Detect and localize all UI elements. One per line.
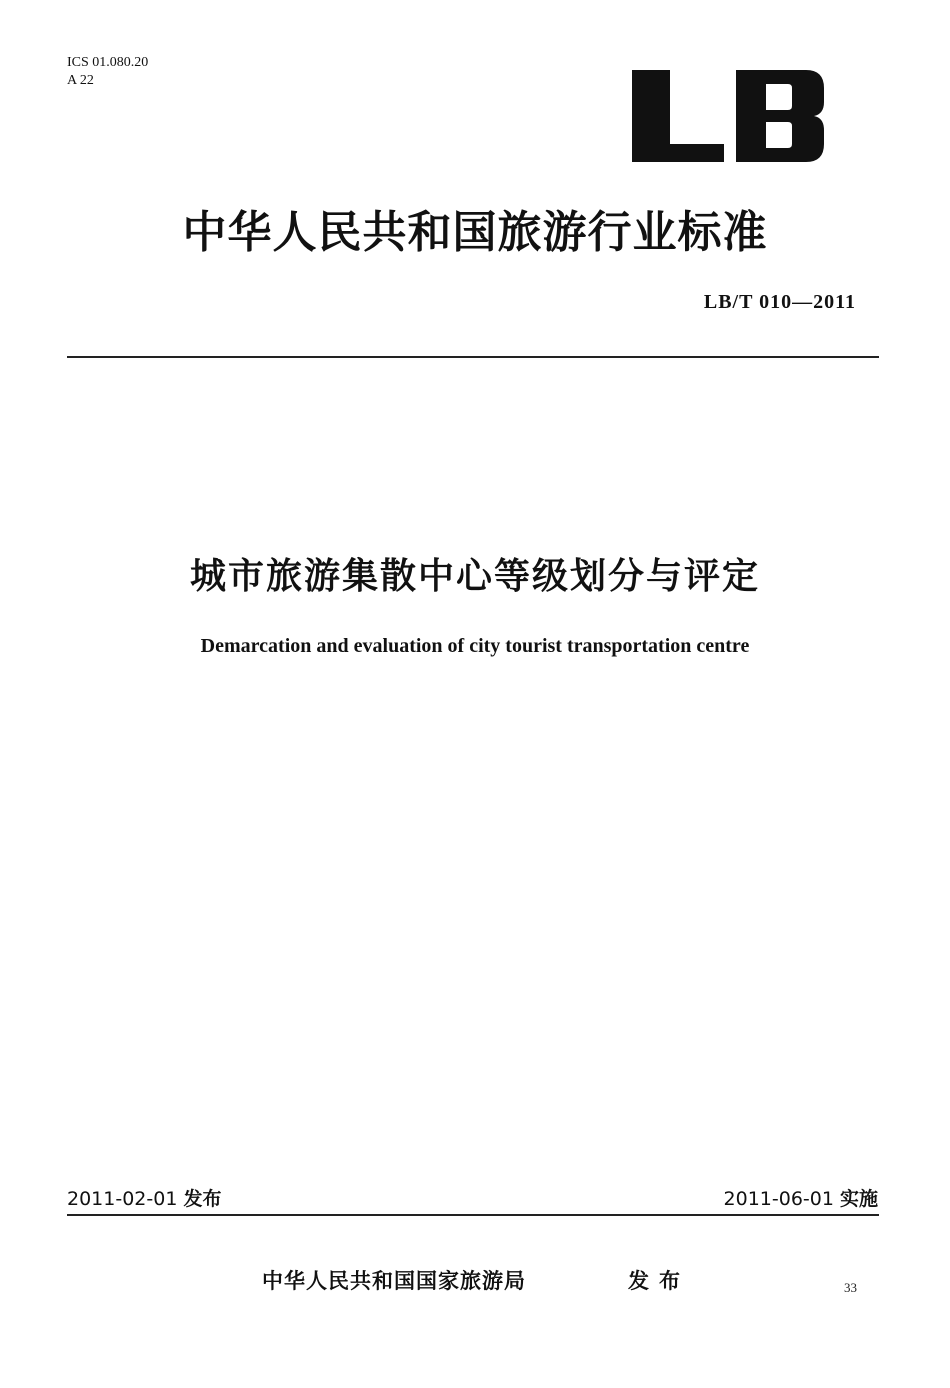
page-number: 33 xyxy=(844,1280,857,1295)
issuer-title: 中华人民共和国旅游行业标准 xyxy=(182,207,768,258)
ccs-code: A 22 xyxy=(67,73,94,88)
document-title-cn: 城市旅游集散中心等级划分与评定 xyxy=(189,556,760,597)
release-date: 2011-02-01 xyxy=(67,1188,178,1210)
release-date-line xyxy=(67,1184,221,1211)
publish-label: 发布 xyxy=(628,1269,690,1293)
header-divider xyxy=(67,356,879,358)
implement-date: 2011-06-01 xyxy=(723,1188,834,1210)
implement-date-line xyxy=(724,1184,878,1211)
standard-number: LB/T 010—2011 xyxy=(703,291,856,313)
ics-code: ICS 01.080.20 xyxy=(67,55,149,70)
document-title-en: Demarcation and evaluation of city tourist transportation centre xyxy=(200,635,750,657)
logo-letter-l-foot xyxy=(632,144,724,162)
lb-logo xyxy=(628,66,828,166)
footer-divider xyxy=(67,1214,879,1216)
logo-letter-b xyxy=(736,70,824,162)
classification-codes xyxy=(67,54,148,90)
implement-label: 实施 xyxy=(839,1188,878,1210)
release-label: 发布 xyxy=(183,1188,222,1210)
publisher-name: 中华人民共和国国家旅游局 xyxy=(262,1269,526,1293)
